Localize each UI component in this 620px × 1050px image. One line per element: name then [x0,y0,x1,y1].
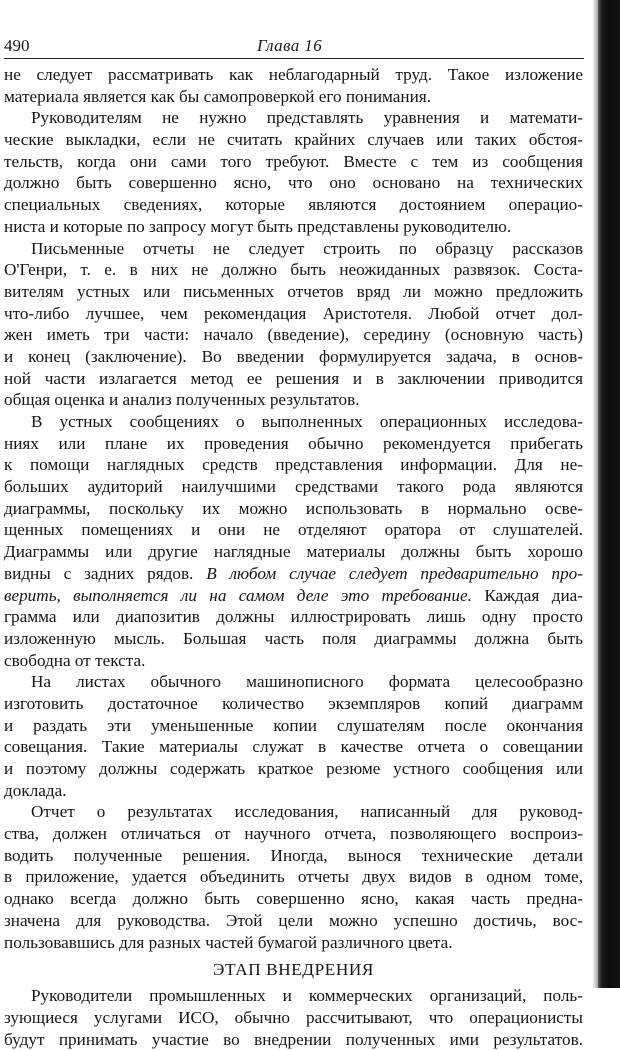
paragraph [4,671,583,801]
paragraph [4,985,583,1050]
running-title: Глава 16 [257,36,323,55]
paragraph [4,238,583,412]
text-line-mixed [4,563,583,585]
text-line: однако всегда должно быть совершенно ясно, какая часть предна- [4,889,583,909]
text-line: жен иметь три части: начало (введение), середину (основную часть) [4,325,583,345]
text-line: в приложение, удается объединить отчеты двух видов в одном томе, [4,867,583,887]
page-number: 490 [4,36,30,55]
text-line: материала является как бы самопроверкой его понимания. [4,86,432,106]
text-line: и раздать эти уменьшенные копии слушателям после окончания [4,715,583,735]
paragraph [4,801,583,953]
text-line: общая оценка и анализ полученных результатов. [4,390,360,410]
text-line: что-либо лучшее, чем рекомендация Аристотеля. Любой отчет дол- [4,303,583,323]
text-line: Отчет о результатах исследования, написанный для руковод- [31,802,583,822]
section-heading: ЭТАП ВНЕДРЕНИЯ [213,960,374,980]
paragraph [4,411,583,671]
text-line: диаграммы, поскольку их можно использовать в нормально осве- [4,498,583,518]
text-line: и поэтому должны содержать краткое резюме устного сообщения или [4,759,583,778]
text-line: ства, должен отличаться от научного отчета, позволяющего воспроиз- [4,824,583,844]
text-line: и конец (заключение). Во введении формулируется задача, в основ- [4,346,583,366]
text-line: В устных сообщениях о выполненных операционных исследова- [31,412,583,431]
text-line: водить полученные решения. Иногда, вынося технические детали [4,845,583,865]
page-header [4,36,584,59]
text-line: не следует рассматривать как неблагодарный труд. Такое изложение [4,65,583,84]
text-run: видны с задних рядов. [4,563,207,583]
text-line: пользовавшись для разных частей бумагой различного цвета. [4,932,453,952]
text-line: изготовить достаточное количество экземпляров копий диаграмм [4,693,583,713]
binding-edge [598,0,620,988]
text-line: щенных помещениях и они не отделяют оратора от слушателей. [4,520,583,540]
text-line: будут принимать участие во внедрении полученных ими результатов. [4,1029,583,1049]
text-line: ниях или плане их проведения обычно рекомендуется прибегать [4,433,583,453]
text-line: значена для руководства. Этой цели можно успешно достичь, вос- [4,910,583,930]
text-line: изложенную мысль. Большая часть поля диаграммы должна быть [4,628,583,648]
text-line: ниста и которые по запросу могут быть представлены руководителю. [4,216,512,236]
text-line: тельств, когда они сами того требуют. Вместе с тем из сообщения [4,151,583,171]
text-line: О'Генри, т. е. в них не должно быть неожиданных развязок. Соста- [4,260,583,280]
emphasized-text: верить, выполняется ли на самом деле это требование. [4,585,472,605]
text-line: доклада. [4,780,67,800]
text-line: ческие выкладки, если не считать крайних случаев или таких обстоя- [4,130,583,150]
text-line: больших аудиторий наилучшими средствами такого рода являются [4,477,583,497]
text-line: должно быть совершенно ясно, что оно основано на технических [4,173,583,193]
text-line-mixed [4,585,583,607]
text-line: ной части излагается метод ее решения и в заключении приводится [4,368,583,388]
text-line: свободна от текста. [4,650,146,670]
paragraph [4,107,583,237]
paragraph [4,64,583,107]
text-line: На листах обычного машинописного формата целесообразно [31,672,583,692]
text-line: зующиеся услугами ИСО, обычно рассчитывают, что операционисты [4,1007,583,1027]
text-line: Руководителям не нужно представлять уравнения и математи- [31,108,583,128]
text-line: специальных сведениях, которые являются достоянием операцио- [4,195,583,215]
text-line: Руководители промышленных и коммерческих организаций, поль- [31,986,583,1006]
emphasized-text: В любом случае следует предварительно про- [206,563,583,583]
body-text [4,64,583,1050]
text-line: грамма или диапозитив должны иллюстрировать лишь одну просто [4,607,583,627]
text-run: Каждая диа- [471,585,583,605]
text-line: совещания. Такие материалы служат в качестве отчета о совещании [4,737,583,757]
text-line: вителям устных или письменных отчетов вряд ли можно предложить [4,281,583,301]
text-line: Диаграммы или другие наглядные материалы должны быть хорошо [4,542,583,562]
text-line: к помощи наглядных средств представления информации. Для не- [4,455,583,475]
text-line: Письменные отчеты не следует строить по образцу рассказов [31,238,583,258]
